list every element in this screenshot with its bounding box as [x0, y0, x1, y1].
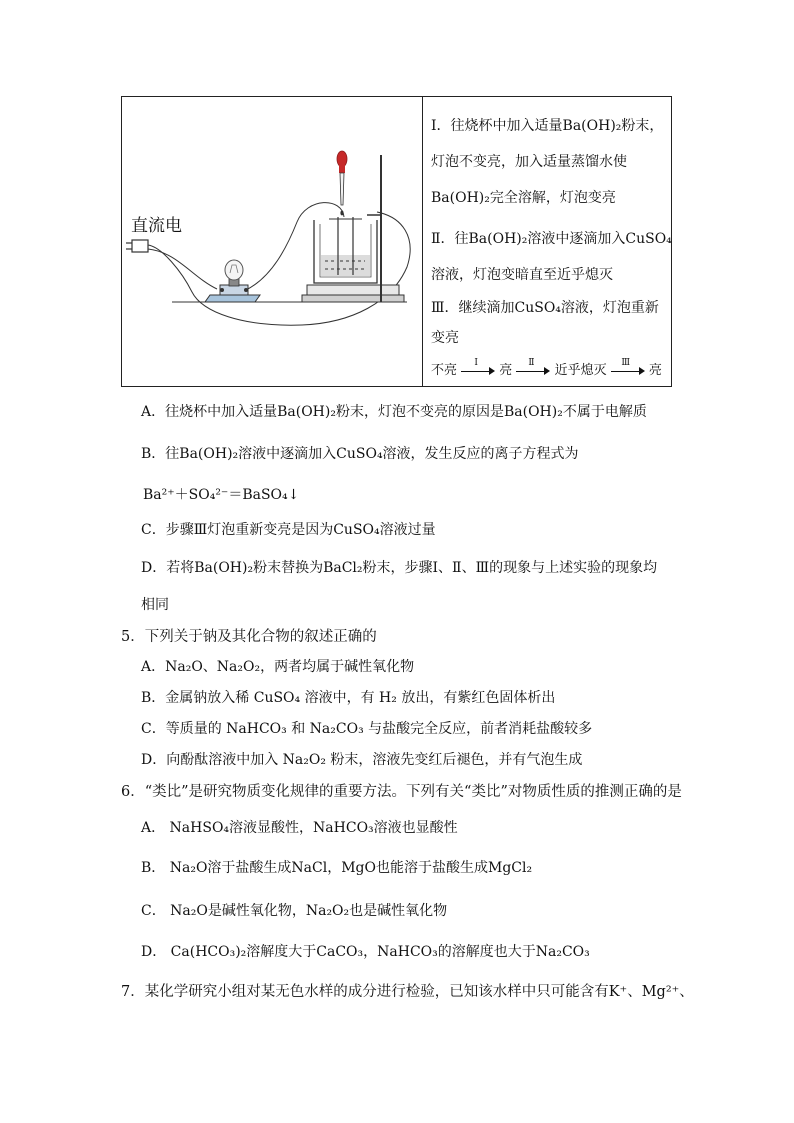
plug-icon: [126, 240, 148, 252]
step-1-line-1: Ⅰ．往烧杯中加入适量Ba(OH)₂粉末，: [431, 118, 664, 134]
q5-option-d: D．向酚酞溶液中加入 Na₂O₂ 粉末，溶液先变红后褪色，并有气泡生成: [141, 752, 583, 768]
flow-arrow-3: Ⅲ: [611, 365, 645, 377]
q6-option-c: C． Na₂O是碱性氧化物，Na₂O₂也是碱性氧化物: [141, 903, 448, 919]
flow-state-3: 近乎熄灭: [554, 363, 607, 378]
step-3-line-1: Ⅲ．继续滴加CuSO₄溶液，灯泡重新: [431, 300, 659, 316]
step-1-line-2: 灯泡不变亮，加入适量蒸馏水使: [431, 154, 627, 170]
q5-option-b: B．金属钠放入稀 CuSO₄ 溶液中，有 H₂ 放出，有紫红色固体析出: [141, 690, 556, 706]
step-2-line-2: 溶液，灯泡变暗直至近乎熄灭: [431, 267, 613, 283]
power-label: 直流电: [131, 216, 182, 236]
q4-option-d-line-2: 相同: [141, 597, 169, 613]
q4-option-a: A．往烧杯中加入适量Ba(OH)₂粉末，灯泡不变亮的原因是Ba(OH)₂不属于电解质: [141, 404, 647, 420]
beaker-icon: [302, 217, 404, 302]
apparatus-diagram: [122, 97, 422, 386]
step-3-line-2: 变亮: [431, 330, 459, 346]
dropper-icon: [337, 151, 347, 215]
flow-arrow-2: Ⅱ: [516, 365, 550, 377]
experiment-figure: [121, 96, 672, 387]
q6-option-b: B． Na₂O溶于盐酸生成NaCl，MgO也能溶于盐酸生成MgCl₂: [141, 860, 533, 876]
step-1-line-3: Ba(OH)₂完全溶解，灯泡变亮: [431, 190, 616, 206]
flow-state-4: 亮: [648, 363, 662, 378]
q7-stem: 7．某化学研究小组对某无色水样的成分进行检验，已知该水样中只可能含有K⁺、Mg²⁺、: [121, 984, 694, 1000]
q4-option-b-equation: Ba²⁺＋SO₄²⁻＝BaSO₄↓: [143, 487, 300, 503]
flow-state-2: 亮: [499, 363, 513, 378]
lamp-icon: [205, 260, 260, 302]
q6-option-d: D． Ca(HCO₃)₂溶解度大于CaCO₃，NaHCO₃的溶解度也大于Na₂CO₃: [141, 944, 590, 960]
q4-option-c: C．步骤Ⅲ灯泡重新变亮是因为CuSO₄溶液过量: [141, 522, 436, 538]
flow-arrow-1: Ⅰ: [461, 365, 495, 377]
step-2-line-1: Ⅱ．往Ba(OH)₂溶液中逐滴加入CuSO₄: [431, 231, 672, 247]
q6-stem: 6．“类比”是研究物质变化规律的重要方法。下列有关“类比”对物质性质的推测正确的是: [121, 784, 682, 800]
q5-option-c: C．等质量的 NaHCO₃ 和 Na₂CO₃ 与盐酸完全反应，前者消耗盐酸较多: [141, 721, 593, 737]
q5-option-a: A．Na₂O、Na₂O₂，两者均属于碱性氧化物: [141, 659, 415, 675]
figure-divider: [422, 97, 423, 386]
q6-option-a: A． NaHSO₄溶液显酸性，NaHCO₃溶液也显酸性: [141, 820, 458, 836]
phenomenon-flow: [431, 359, 662, 378]
q4-option-d-line-1: D．若将Ba(OH)₂粉末替换为BaCl₂粉末，步骤Ⅰ、Ⅱ、Ⅲ的现象与上述实验的现象均: [141, 560, 658, 576]
q5-stem: 5．下列关于钠及其化合物的叙述正确的: [121, 629, 377, 645]
flow-state-1: 不亮: [431, 363, 458, 378]
q4-option-b: B．往Ba(OH)₂溶液中逐滴加入CuSO₄溶液，发生反应的离子方程式为: [141, 446, 579, 462]
